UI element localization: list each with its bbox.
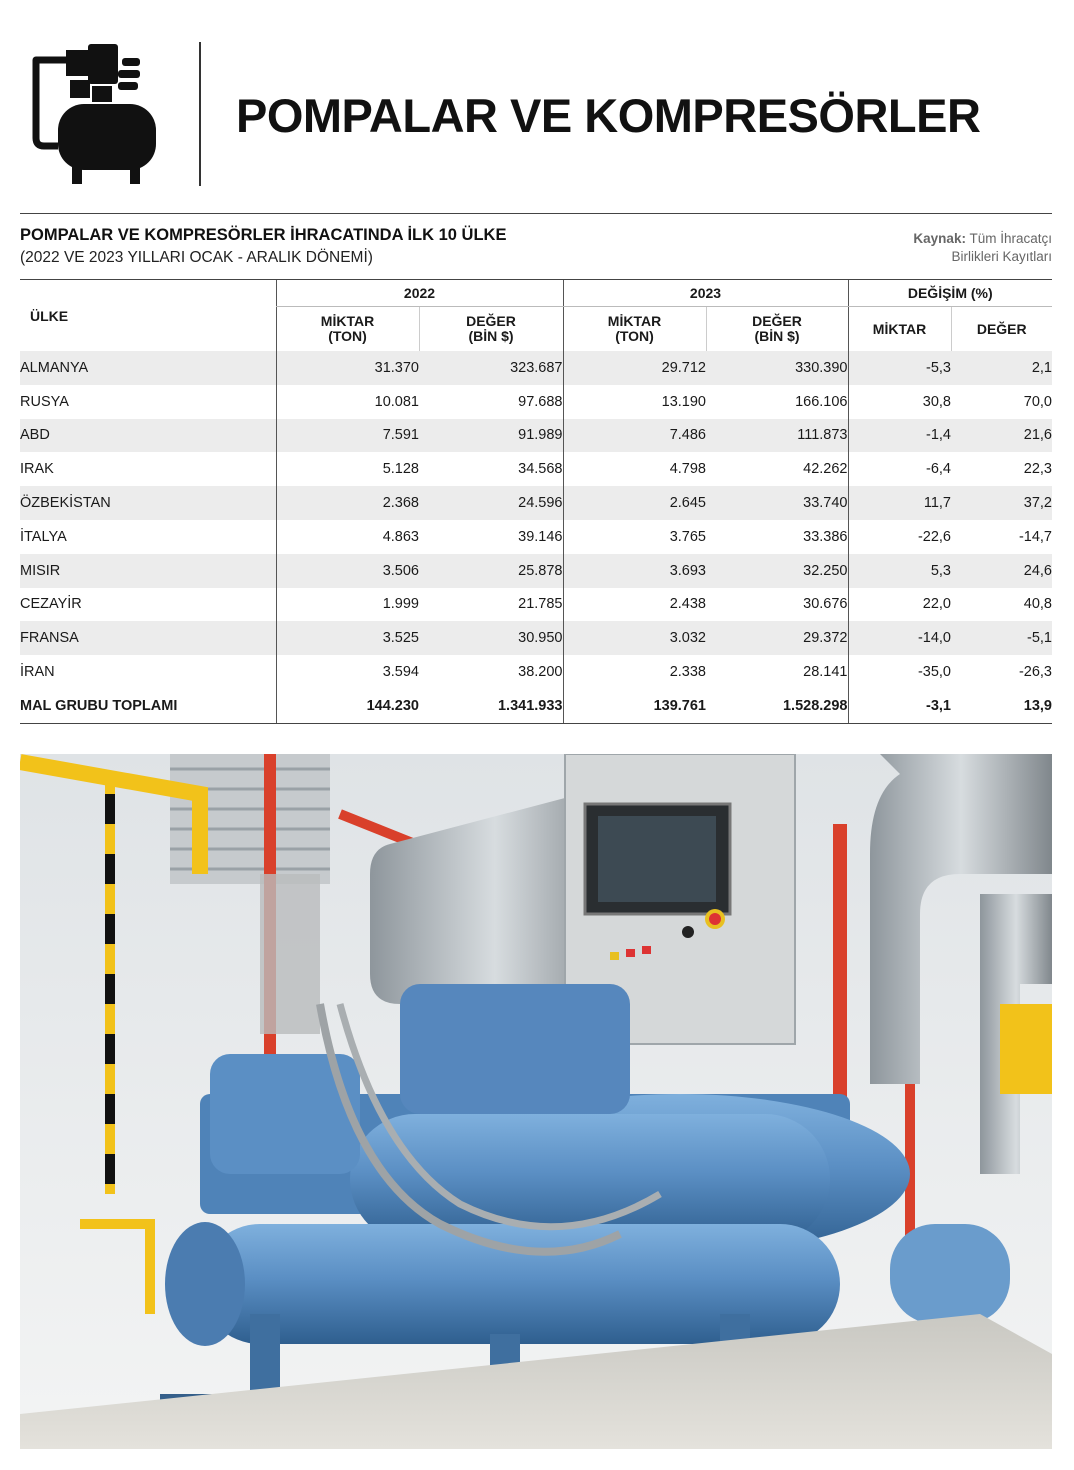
column-header-2022: 2022 bbox=[276, 280, 563, 307]
table-row: İRAN 3.594 38.200 2.338 28.141 -35,0 -26,3 bbox=[20, 655, 1052, 689]
column-header-value-2022: DEĞER (BİN $) bbox=[419, 307, 563, 352]
header-divider bbox=[199, 42, 201, 186]
table-title: POMPALAR VE KOMPRESÖRLER İHRACATINDA İLK 10 ÜLKE bbox=[20, 226, 507, 244]
page-header bbox=[0, 0, 1074, 200]
table-row: MISIR 3.506 25.878 3.693 32.250 5,3 24,6 bbox=[20, 554, 1052, 588]
table-subtitle: (2022 VE 2023 YILLARI OCAK - ARALIK DÖNEMİ) bbox=[20, 249, 373, 266]
table-row: ALMANYA 31.370 323.687 29.712 330.390 -5,3 2,1 bbox=[20, 351, 1052, 385]
export-table bbox=[20, 279, 1052, 724]
source-note bbox=[852, 230, 1052, 266]
table-row: FRANSA 3.525 30.950 3.032 29.372 -14,0 -5,1 bbox=[20, 621, 1052, 655]
table-row: ÖZBEKİSTAN 2.368 24.596 2.645 33.740 11,7 37,2 bbox=[20, 486, 1052, 520]
source-text-1: Tüm İhracatçı bbox=[969, 231, 1052, 246]
column-header-change-value: DEĞER bbox=[951, 307, 1052, 352]
table-row: ABD 7.591 91.989 7.486 111.873 -1,4 21,6 bbox=[20, 419, 1052, 453]
source-text-2: Birlikleri Kayıtları bbox=[951, 249, 1052, 264]
column-header-change: DEĞİŞİM (%) bbox=[848, 280, 1052, 307]
table-total-row: MAL GRUBU TOPLAMI 144.230 1.341.933 139.761 1.528.298 -3,1 13,9 bbox=[20, 689, 1052, 723]
water-pump-pressure-tank-icon bbox=[26, 40, 166, 190]
table-row: CEZAYİR 1.999 21.785 2.438 30.676 22,0 40,8 bbox=[20, 588, 1052, 622]
industrial-compressor-illustration bbox=[20, 754, 1052, 1449]
column-header-2023: 2023 bbox=[563, 280, 848, 307]
compressor-photo bbox=[20, 754, 1052, 1449]
column-header-qty-2023: MİKTAR (TON) bbox=[563, 307, 706, 352]
table-row: RUSYA 10.081 97.688 13.190 166.106 30,8 70,0 bbox=[20, 385, 1052, 419]
source-label: Kaynak: bbox=[913, 231, 966, 246]
column-header-qty-2022: MİKTAR (TON) bbox=[276, 307, 419, 352]
table-caption bbox=[20, 213, 1052, 280]
column-header-value-2023: DEĞER (BİN $) bbox=[706, 307, 848, 352]
table-row: İTALYA 4.863 39.146 3.765 33.386 -22,6 -14,7 bbox=[20, 520, 1052, 554]
column-header-change-qty: MİKTAR bbox=[848, 307, 951, 352]
page-title: POMPALAR VE KOMPRESÖRLER bbox=[236, 89, 981, 142]
column-header-country: ÜLKE bbox=[20, 280, 276, 352]
table-row: IRAK 5.128 34.568 4.798 42.262 -6,4 22,3 bbox=[20, 452, 1052, 486]
